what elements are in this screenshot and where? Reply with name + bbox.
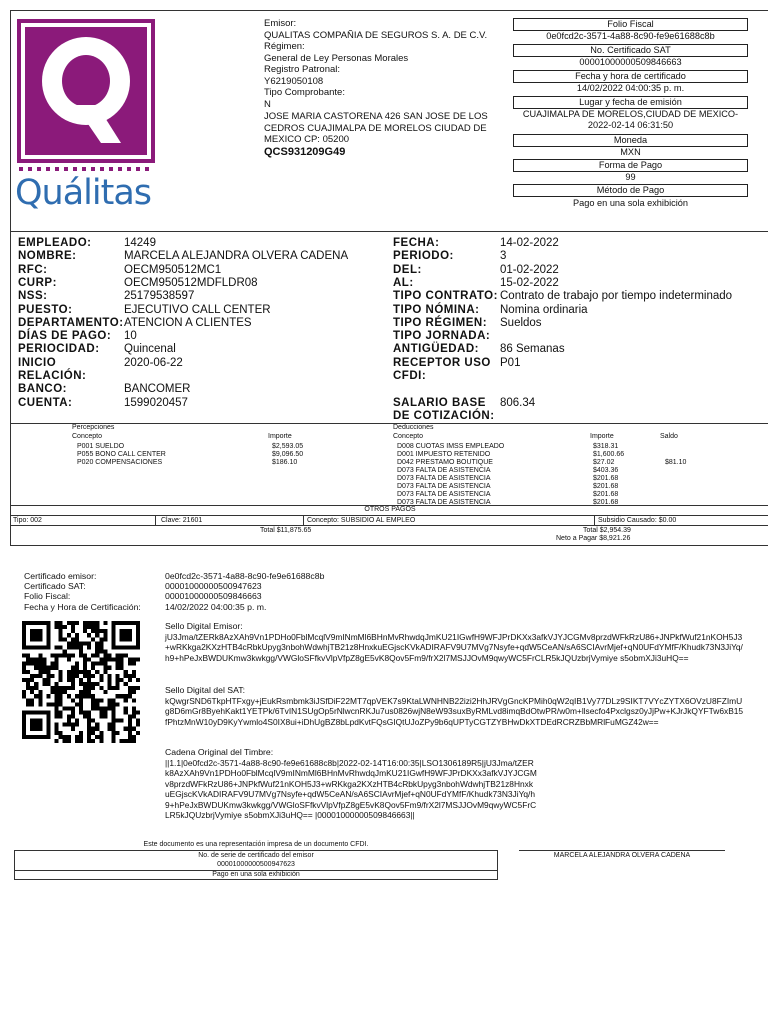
qualitas-logo xyxy=(17,19,155,219)
empleado-field-label: DEPARTAMENTO: xyxy=(18,316,124,329)
empleado-field-label: CFDI: xyxy=(393,370,427,382)
empleado-field-label: TIPO NÓMINA: xyxy=(393,303,480,316)
empleado-field-label: CUENTA: xyxy=(18,396,73,409)
deduccion-concepto: D073 FALTA DE ASISTENCIA xyxy=(397,475,491,482)
footer-serie-value: 00001000000500947623 xyxy=(217,861,295,868)
metodo-pago-label: Método de Pago xyxy=(513,184,748,197)
empleado-field-value: Quincenal xyxy=(124,343,176,356)
firma-name: MARCELA ALEJANDRA OLVERA CADENA xyxy=(553,852,691,859)
otros-pagos-title: OTROS PAGOS xyxy=(364,506,416,513)
firma-line xyxy=(519,850,725,851)
certificacion-label: Folio Fiscal: xyxy=(24,591,71,602)
deduccion-importe: $403.36 xyxy=(593,467,619,474)
empleado-field-label: RECEPTOR USO xyxy=(393,356,491,369)
certificacion-label: Fecha y Hora de Certificación: xyxy=(24,601,141,612)
empleado-field-value: 806.34 xyxy=(500,396,536,409)
certificacion-label: Certificado SAT: xyxy=(24,581,86,592)
empleado-field-label: PUESTO: xyxy=(18,303,73,316)
deduccion-concepto: D073 FALTA DE ASISTENCIA xyxy=(397,483,491,490)
folio-fiscal-label: Folio Fiscal xyxy=(513,18,748,31)
empleado-field-label: FECHA: xyxy=(393,237,440,249)
empleado-field-label: DE COTIZACIÓN: xyxy=(393,409,495,422)
empleado-field-label: INICIO xyxy=(18,356,57,369)
deduccion-importe: $201.68 xyxy=(593,483,619,490)
folio-fiscal-value: 0e0fcd2c-3571-4a88-8c90-fe9e61688c8b xyxy=(546,31,715,41)
empleado-field-value: OECM950512MDFLDR08 xyxy=(124,276,258,289)
empleado-field-label: TIPO RÉGIMEN: xyxy=(393,316,488,329)
empleado-field-value: 86 Semanas xyxy=(500,343,565,356)
footer-disclaimer: Este documento es una representación impresa de un documento CFDI. xyxy=(143,841,369,848)
empleado-field-label: NOMBRE: xyxy=(18,250,77,263)
percepcion-importe: $186.10 xyxy=(272,459,298,466)
metodo-pago-value: Pago en una sola exhibición xyxy=(573,198,688,208)
deduccion-importe: $201.68 xyxy=(593,491,619,498)
otros-subsidio: Subsidio Causado: $0.00 xyxy=(598,517,677,524)
deduccion-concepto: D073 FALTA DE ASISTENCIA xyxy=(397,491,491,498)
percepcion-concepto: P020 COMPENSACIONES xyxy=(77,459,163,466)
deduccion-concepto: D073 FALTA DE ASISTENCIA xyxy=(397,467,491,474)
deducciones-col-importe: Importe xyxy=(590,433,614,440)
empleado-field-value: 14-02-2022 xyxy=(500,237,559,249)
registro-label: Registro Patronal: xyxy=(264,64,341,75)
percepciones-col-concepto: Concepto xyxy=(72,433,102,440)
otros-divider-2 xyxy=(10,515,768,516)
emisor-rfc: QCS931209G49 xyxy=(264,145,346,158)
percepciones-total: Total $11,875.65 xyxy=(260,527,312,534)
header-divider xyxy=(10,231,768,232)
deducciones-title: Deducciones xyxy=(393,424,434,431)
forma-pago-label: Forma de Pago xyxy=(513,159,748,172)
empleado-field-value: 25179538597 xyxy=(124,290,195,303)
percepcion-importe: $9,096.50 xyxy=(272,451,304,458)
empleado-field-value: P01 xyxy=(500,356,521,369)
otros-divider-3 xyxy=(10,525,768,526)
empleado-field-label: BANCO: xyxy=(18,383,67,396)
emisor-block xyxy=(264,18,510,158)
employee-divider xyxy=(10,423,768,424)
percepciones-col-importe: Importe xyxy=(268,433,292,440)
certificacion-value: 00001000000500947623 xyxy=(165,581,262,592)
deducciones-col-saldo: Saldo xyxy=(660,433,678,440)
lugar-value: CUAJIMALPA DE MORELOS,CIUDAD DE MEXICO-2022-02-14 06:31:50 xyxy=(522,109,739,130)
empleado-field-value: 01-02-2022 xyxy=(500,263,559,276)
empleado-field-value: MARCELA ALEJANDRA OLVERA CADENA xyxy=(124,250,349,263)
neto-a-pagar: Neto a Pagar $8,921.26 xyxy=(556,535,631,542)
empleado-field-value: Contrato de trabajo por tiempo indeterminado xyxy=(500,290,733,303)
cadena-original-title: Cadena Original del Timbre: xyxy=(165,747,274,757)
deduccion-saldo: $81.10 xyxy=(665,459,687,466)
empleado-field-label: TIPO JORNADA: xyxy=(393,330,491,343)
percepciones-title: Percepciones xyxy=(72,424,115,431)
empleado-field-value: 14249 xyxy=(124,237,156,249)
qr-code xyxy=(22,621,140,743)
otros-concepto: Concepto: SUBSIDIO AL EMPLEO xyxy=(307,517,416,524)
percepcion-importe: $2,593.05 xyxy=(272,443,304,450)
percepcion-concepto: P055 BONO CALL CENTER xyxy=(77,451,166,458)
deduccion-importe: $201.68 xyxy=(593,499,619,506)
empleado-field-label: ANTIGÜEDAD: xyxy=(393,343,479,356)
deduccion-importe: $318.31 xyxy=(593,443,619,450)
fecha-cert-label: Fecha y hora de certificado xyxy=(513,70,748,83)
lugar-label: Lugar y fecha de emisión xyxy=(513,96,748,109)
tipo-label: Tipo Comprobante: xyxy=(264,87,345,98)
certificacion-value: 00001000000509846663 xyxy=(165,591,262,602)
empleado-field-value: ATENCION A CLIENTES xyxy=(124,316,252,329)
empleado-field-label: SALARIO BASE xyxy=(393,396,486,409)
otros-sep-2 xyxy=(303,515,304,525)
qr-code-graphic xyxy=(22,621,140,743)
empleado-field-value: EJECUTIVO CALL CENTER xyxy=(124,303,271,316)
cert-sat-label: No. Certificado SAT xyxy=(513,44,748,57)
empleado-field-label: PERIODO: xyxy=(393,250,454,263)
empleado-field-label: CURP: xyxy=(18,276,57,289)
otros-sep-3 xyxy=(594,515,595,525)
sello-emisor-title: Sello Digital Emisor: xyxy=(165,621,243,631)
empleado-field-value: BANCOMER xyxy=(124,383,191,396)
empleado-field-label: TIPO CONTRATO: xyxy=(393,290,498,303)
deduccion-importe: $201.68 xyxy=(593,475,619,482)
tipo-value: N xyxy=(264,98,271,110)
registro-value: Y6219050108 xyxy=(264,75,324,87)
cert-sat-value: 00001000000509846663 xyxy=(579,57,682,67)
empleado-field-value: Sueldos xyxy=(500,316,542,329)
empleado-field-value: 2020-06-22 xyxy=(124,356,183,369)
deduccion-importe: $27.02 xyxy=(593,459,615,466)
otros-sep-1 xyxy=(155,515,156,525)
empleado-field-label: DEL: xyxy=(393,263,422,276)
empleado-field-label: DÍAS DE PAGO: xyxy=(18,330,112,343)
moneda-label: Moneda xyxy=(513,134,748,147)
emisor-label: Emisor: xyxy=(264,18,297,29)
emisor-address: JOSE MARIA CASTORENA 426 SAN JOSE DE LOS CEDROS CUAJIMALPA DE MORELOS CIUDAD DE MEXICO CP: 05200 xyxy=(264,111,488,145)
empleado-field-label: RELACIÓN: xyxy=(18,370,87,382)
deduccion-importe: $1,600.66 xyxy=(593,451,625,458)
emisor-name: QUALITAS COMPAÑIA DE SEGUROS S. A. DE C.V. xyxy=(264,29,488,41)
empleado-field-label: NSS: xyxy=(18,290,48,303)
moneda-value: MXN xyxy=(620,147,641,157)
empleado-field-value: 15-02-2022 xyxy=(500,276,559,289)
footer-pago: Pago en una sola exhibición xyxy=(212,871,300,878)
sello-sat-title: Sello Digital del SAT: xyxy=(165,685,245,695)
deduccion-concepto: D073 FALTA DE ASISTENCIA xyxy=(397,499,491,506)
certificacion-label: Certificado emisor: xyxy=(24,571,97,581)
sello-sat-value: kQwgrSND6TkpHTFxgy+jEukRsmbmk3iJSfDiF22MT7qpVEK7s9KtaLWNHNB22izi2HhJRVgGncKPMih0qW2qIB1Vy77DLz9SIKT7VYcZYTX6OVzU8FZImUg8D6mGr8ByehKakt1YETPk/6TvIN1SUgOp5rNlwcnRKJu7us0826wjN8eW93suxByRMLvd8imqBdOtwPR/w0m+llsecfo4Pxclgsz0yJjPw+KJrJkQYFTw6xB15fPhtzMnW10yD9KyYwmlo4S0IX8ui+iDhUgBZ8bLpdKvtFQsGIQtUJoZPy9b6qUPTyCGTZYBHwDkXTDEdRCRZBbMRlFuMGZ42w== xyxy=(165,696,744,727)
otros-clave: Clave: 21601 xyxy=(161,517,203,524)
forma-pago-value: 99 xyxy=(625,172,636,182)
certificacion-value: 0e0fcd2c-3571-4a88-8c90-fe9e61688c8b xyxy=(165,571,325,581)
empleado-field-label: PERIOCIDAD: xyxy=(18,343,100,356)
empleado-field-value: OECM950512MC1 xyxy=(124,263,222,276)
regimen-label: Régimen: xyxy=(264,41,305,52)
deduccion-concepto: D001 IMPUESTO RETENIDO xyxy=(397,451,491,458)
empleado-field-label: EMPLEADO: xyxy=(18,237,92,249)
deduccion-concepto: D042 PRESTAMO BOUTIQUE xyxy=(397,459,493,466)
empleado-field-label: RFC: xyxy=(18,263,48,276)
certificacion-value: 14/02/2022 04:00:35 p. m. xyxy=(165,601,267,612)
footer-serie-label: No. de serie de certificado del emisor xyxy=(198,852,314,859)
percepcion-concepto: P001 SUELDO xyxy=(77,443,125,450)
deducciones-col-concepto: Concepto xyxy=(393,433,423,440)
deducciones-total: Total $2,954.39 xyxy=(583,527,631,534)
empleado-field-value: 1599020457 xyxy=(124,396,188,409)
logo-wordmark: Quálitas xyxy=(15,173,152,213)
empleado-field-label: AL: xyxy=(393,276,414,289)
empleado-field-value: Nomina ordinaria xyxy=(500,303,588,316)
sello-emisor-value: jU3Jma/tZERk8AzXAh9Vn1PDHo0FblMcqlV9mINmMl6BHnMvRhwdqJmKU21IGwfH9WFJPrDKXx3afkVJYJCGMv8przdWFkRzU86+JNPkfWuf21nKOH5J3+wRKkga2KXzHTB4cRbkUpyg3nbohWdwhjTB21z8HnxkuEGjscKVkADIRAFV9U7MVg7Nsyfe+qdW5CeAN/sA6SCIAvrMjef+qN0UFdYMfF/Khudk73N3JiYq/h9+hPeJxBWDUKmw3kwkgg/VWGloSFfkvVlpVfpZ8gE5vK8Qov5Fm9/frX2l7MSJJOvM9qwyWC5FrCLR5kJQUzbrjVymiye s5obmXJi3uHQ== xyxy=(165,632,743,663)
regimen-value: General de Ley Personas Morales xyxy=(264,52,409,64)
otros-tipo: Tipo: 002 xyxy=(13,517,42,524)
deduccion-concepto: D008 CUOTAS IMSS EMPLEADO xyxy=(397,443,505,450)
empleado-field-value: 10 xyxy=(124,330,137,343)
cadena-original-value: ||1.1|0e0fcd2c-3571-4a88-8c90-fe9e61688c8b|2022-02-14T16:00:35|LSO1306189R5|jU3Jma/tZERk8AzXAh9Vn1PDHo0FblMcqlV9mINmMl6BHnMvRhwdqJmKU21IGwfH9WFJPrDKXx3afkVJYJCGMv8przdWFkRzU86+JNPkfWuf21nKOH5J3+wRKkga2KXzHTB4cRbkUpyg3nbohWdwhjTB21z8HnxkuEGjscKVkADIRAFV9U7MVg7Nsyfe+qdW5CeAN/sA6SCIAvrMjef+qN0UFdYMfF/Khudk73N3JiYq/h9+hPeJxBWDUKmw3kwkgg/VWGloSFfkvVlpVfpZ8gE5vK8Qov5Fm9/frX2l7MSJJOvM9qwyWC5FrCLR5kJQUzbrjVymiye s5obmXJi3uHQ== |00001000000509846663|| xyxy=(165,758,537,821)
empleado-field-value: 3 xyxy=(500,250,507,263)
fecha-cert-value: 14/02/2022 04:00:35 p. m. xyxy=(576,83,685,93)
